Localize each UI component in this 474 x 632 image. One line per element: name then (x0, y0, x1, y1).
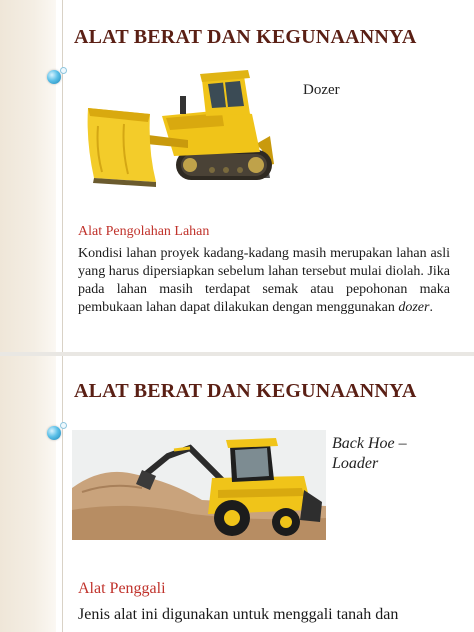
decorative-orb-icon (47, 426, 61, 440)
section-heading-land-processing: Alat Pengolahan Lahan (78, 224, 210, 239)
left-decorative-band (0, 356, 56, 632)
vertical-rule (62, 0, 63, 352)
section-heading-excavator: Alat Penggali (78, 580, 166, 597)
slide-2 (0, 356, 474, 632)
decorative-small-orb-icon (60, 67, 67, 74)
paragraph-text: Kondisi lahan proyek kadang-kadang masih merupakan lahan asli yang harus dipersiapkan sebelum lahan tersebut mulai diolah. Jika pada lahan masih terdapat semak atau pepohonan maka pembukaan lahan dapat dilakukan dengan menggunakan (78, 246, 450, 315)
dozer-caption: Dozer (303, 82, 340, 98)
paragraph-end: . (429, 300, 433, 315)
vertical-rule (62, 356, 63, 632)
decorative-orb-icon (47, 70, 61, 84)
excavator-paragraph: Jenis alat ini digunakan untuk menggali tanah dan (78, 606, 399, 623)
dozer-term: dozer (398, 300, 430, 315)
land-processing-paragraph (78, 245, 450, 317)
backhoe-caption-line-2: Loader (332, 455, 379, 472)
backhoe-caption-line-1: Back Hoe – (332, 435, 407, 452)
slide-2-title: ALAT BERAT DAN KEGUNAANNYA (74, 380, 417, 402)
slide-1-title: ALAT BERAT DAN KEGUNAANNYA (74, 26, 417, 48)
backhoe-loader-photo (72, 430, 326, 540)
backhoe-loader-caption (332, 434, 407, 474)
bulldozer-photo (84, 66, 280, 188)
decorative-small-orb-icon (60, 422, 67, 429)
left-decorative-band (0, 0, 56, 352)
